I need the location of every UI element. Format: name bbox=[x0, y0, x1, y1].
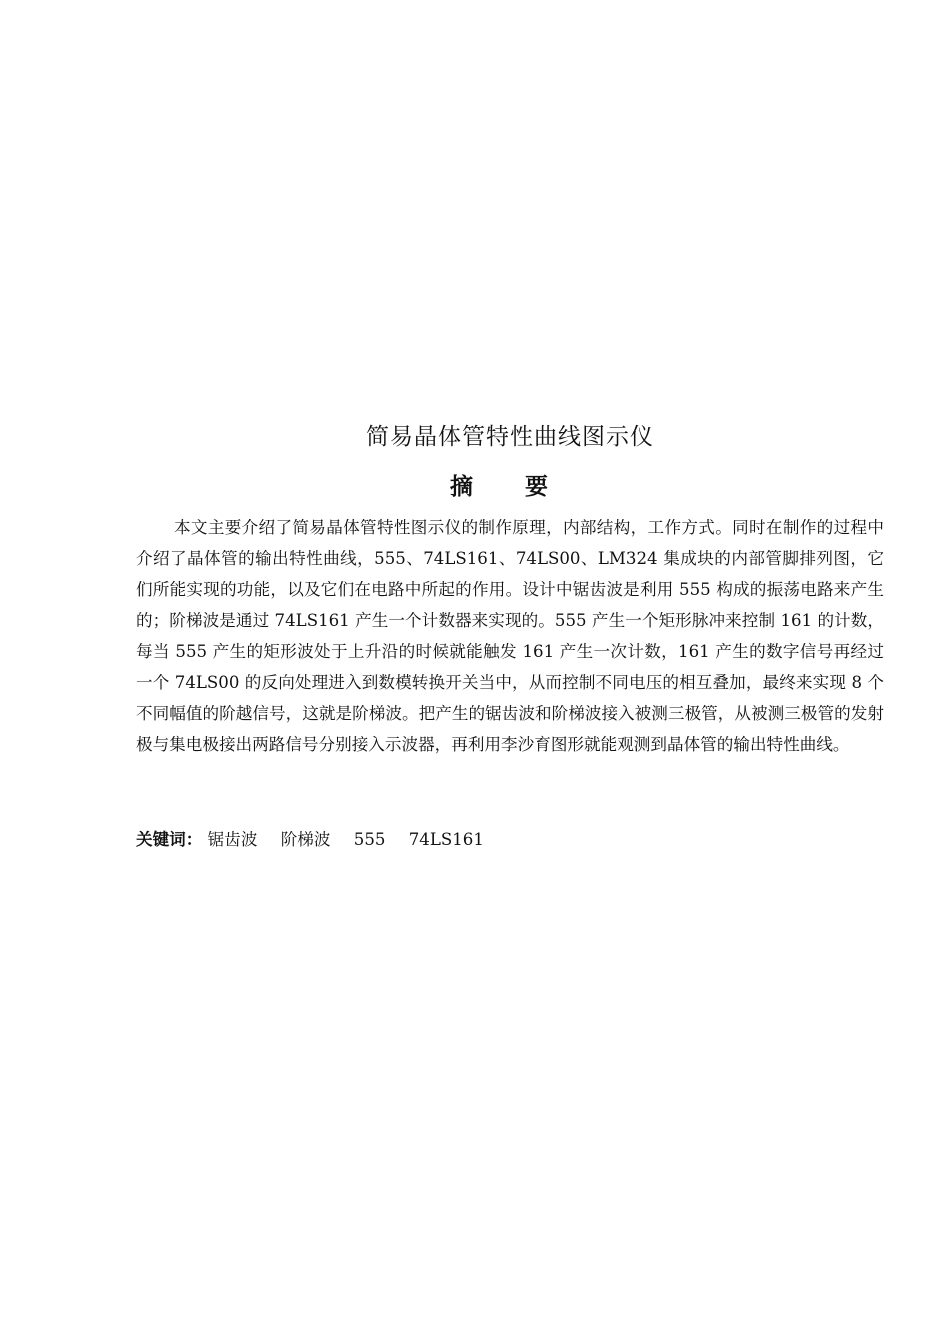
abstract-heading: 摘 要 bbox=[449, 474, 570, 500]
keywords-label: 关键词： bbox=[136, 830, 203, 849]
keyword-item: 锯齿波 bbox=[207, 830, 258, 849]
keyword-item: 555 bbox=[353, 830, 386, 849]
keyword-item: 74LS161 bbox=[408, 830, 484, 849]
abstract-paragraph: 本文主要介绍了简易晶体管特性图示仪的制作原理，内部结构，工作方式。同时在制作的过程中介绍了晶体管的输出特性曲线，555、74LS161、74LS00、LM324 集成块的内部管脚排列图，它们所能实现的功能，以及它们在电路中所起的作用。设计中锯齿波是利用 555 构成的振荡电路来产生的；阶梯波是通过 74LS161 产生一个计数器来实现的。555 产生一个矩形脉冲来控制 161 的计数，每当 555 产生的矩形波处于上升沿的时候就能触发 161 产生一次计数，161 产生的数字信号再经过一个 74LS00 的反向处理进入到数模转换开关当中，从而控制不同电压的相互叠加，最终来实现 8 个不同幅值的阶越信号，这就是阶梯波。把产生的锯齿波和阶梯波接入被测三极管，从被测三极管的发射极与集电极接出两路信号分别接入示波器，再利用李沙育图形就能观测到晶体管的输出特性曲线。 bbox=[136, 518, 884, 754]
keywords-line bbox=[136, 824, 884, 855]
document-title: 简易晶体管特性曲线图示仪 bbox=[366, 424, 654, 450]
keyword-item: 阶梯波 bbox=[280, 830, 331, 849]
